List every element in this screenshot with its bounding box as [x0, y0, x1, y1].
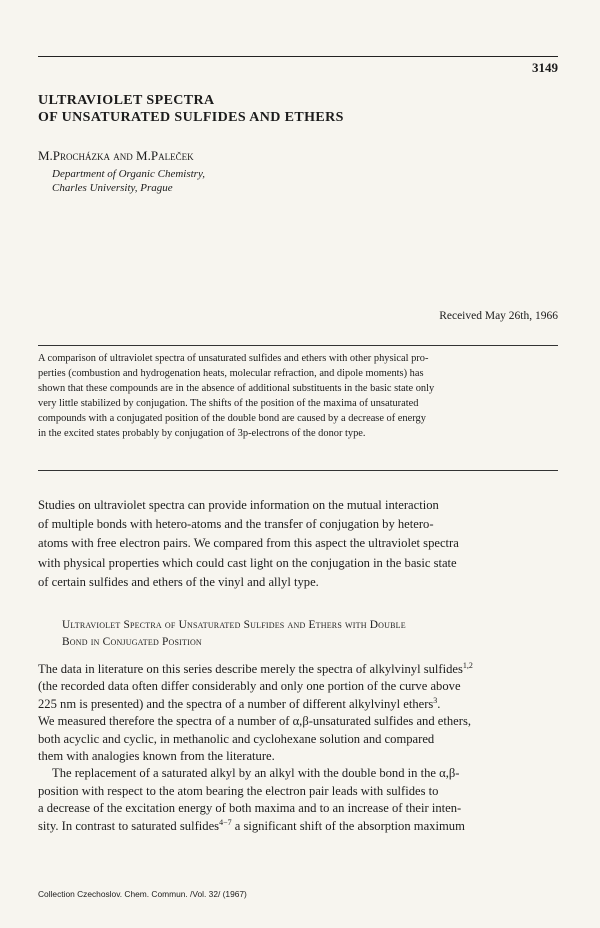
body-line: The replacement of a saturated alkyl by an alkyl with the double bond in the α,β-	[52, 766, 460, 781]
intro-paragraph	[38, 496, 558, 592]
body-line: them with analogies known from the literature.	[38, 749, 275, 764]
body-text-span: .	[437, 696, 441, 711]
body-line	[38, 661, 558, 678]
journal-footer: Collection Czechoslov. Chem. Commun. /Vol. 32/ (1967)	[38, 889, 247, 899]
citation-superscript: 1,2	[462, 660, 473, 670]
intro-line: with physical properties which could cast light on the conjugation in the basic state	[38, 555, 457, 570]
abstract-line: very little stabilized by conjugation. The shifts of the position of the maxima of unsaturated	[38, 397, 419, 409]
article-title	[38, 92, 344, 126]
body-line	[38, 818, 558, 835]
citation-superscript: 4−7	[219, 817, 232, 827]
affiliation-line-1: Department of Organic Chemistry,	[52, 168, 205, 180]
intro-line: of multiple bonds with hetero-atoms and the transfer of conjugation by hetero-	[38, 517, 434, 532]
body-text-span: The data in literature on this series describe merely the spectra of alkylvinyl sulfides	[38, 662, 463, 676]
abstract-line: A comparison of ultraviolet spectra of unsaturated sulfides and ethers with other physical pro-	[38, 353, 429, 364]
body-line: We measured therefore the spectra of a number of α,β-unsaturated sulfides and ethers,	[38, 714, 472, 729]
title-line-2: OF UNSATURATED SULFIDES AND ETHERS	[38, 110, 344, 125]
body-line: (the recorded data often differ considerably and only one portion of the curve above	[38, 679, 461, 694]
intro-line: of certain sulfides and ethers of the vinyl and allyl type.	[38, 574, 319, 589]
body-line: a decrease of the excitation energy of both maxima and to an increase of their inten-	[38, 801, 462, 816]
body-text-span: a significant shift of the absorption maximum	[231, 818, 465, 833]
body-line: both acyclic and cyclic, in methanolic and cyclohexane solution and compared	[38, 731, 435, 746]
abstract-rule-bottom	[38, 470, 558, 471]
affiliation	[52, 167, 205, 195]
affiliation-line-2: Charles University, Prague	[52, 182, 173, 194]
abstract-rule-top	[38, 345, 558, 346]
authors: M.Procházka and M.Paleček	[38, 148, 194, 163]
body-line: position with respect to the atom bearing the electron pair leads with sulfides to	[38, 783, 439, 798]
received-date: Received May 26th, 1966	[439, 310, 558, 322]
abstract-line: compounds with a conjugated position of the double bond are caused by a decrease of energy	[38, 412, 426, 424]
body-text-span: sity. In contrast to saturated sulfides	[38, 818, 220, 833]
title-line-1: ULTRAVIOLET SPECTRA	[38, 93, 215, 108]
citation-superscript: 3	[433, 695, 438, 705]
abstract	[38, 352, 558, 441]
section-heading-line-2: Bond in Conjugated Position	[62, 636, 202, 648]
intro-line: atoms with free electron pairs. We compared from this aspect the ultraviolet spectra	[38, 536, 459, 551]
abstract-line: perties (combustion and hydrogenation heats, molecular refraction, and dipole moments) has	[38, 367, 424, 379]
page-number: 3149	[532, 60, 558, 75]
abstract-line: in the excited states probably by conjugation of 3p-electrons of the donor type.	[38, 427, 366, 439]
body-line	[38, 696, 558, 713]
section-heading	[62, 617, 406, 651]
body-text-span: 225 nm is presented) and the spectra of a number of different alkylvinyl ethers	[38, 696, 434, 711]
header-rule	[38, 56, 558, 57]
intro-line: Studies on ultraviolet spectra can provide information on the mutual interaction	[38, 498, 439, 512]
body-text	[38, 661, 558, 835]
section-heading-line-1: Ultraviolet Spectra of Unsaturated Sulfides and Ethers with Double	[62, 619, 406, 631]
abstract-line: shown that these compounds are in the absence of additional substituents in the basic state only	[38, 382, 435, 394]
